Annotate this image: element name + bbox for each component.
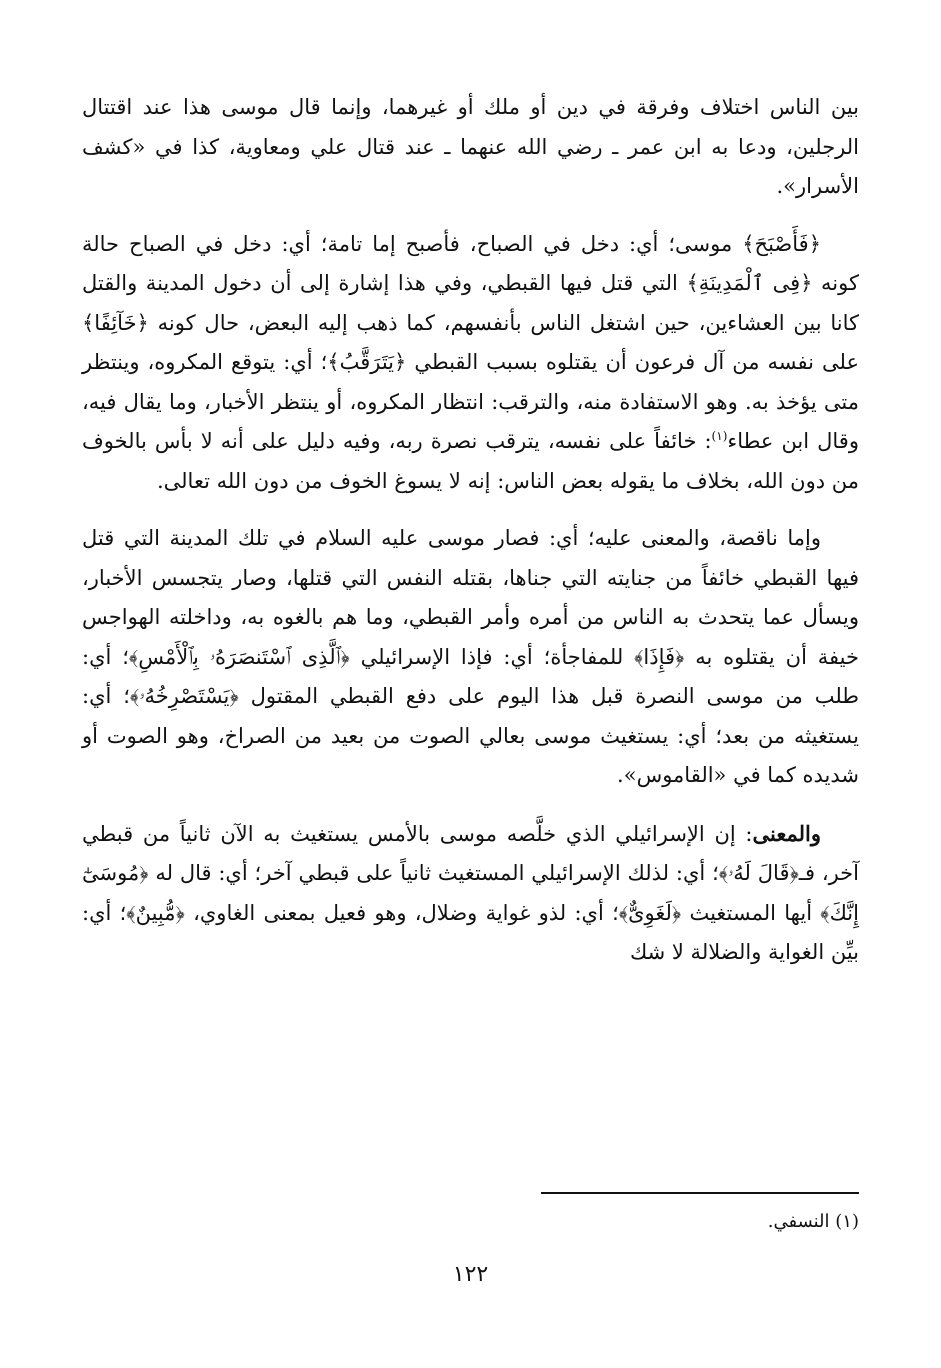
paragraph-text: وإما ناقصة، والمعنى عليه؛ أي: فصار موسى عليه السلام في تلك المدينة التي قتل فيها القبطي خائفاً من جنايته التي جناها، بقتله النفس التي قتلها، وصار يتجسس الأخبار، ويسأل عما يتحدث به الناس من أمره وأمر القبطي، وما هم بالغوه به، وداخلته الهواجس خيفة أن يقتلوه به ﴿فَإِذَا﴾ للمفاجأة؛ أي: فإذا الإسرائيلي ﴿ٱلَّذِى ٱسْتَنصَرَهُۥ بِٱلْأَمْسِ﴾؛ أي: طلب من موسى النصرة قبل هذا اليوم على دفع القبطي المقتول ﴿يَسْتَصْرِخُهُۥ﴾؛ أي: يستغيثه من بعد؛ أي: يستغيث موسى بعالي الصوت من بعيد من الصراخ، وهو الصوت أو شديده كما في «القاموس».	[82, 526, 859, 787]
paragraph	[82, 88, 859, 207]
paragraph-text: ﴿فَأَصْبَحَ﴾ موسى؛ أي: دخل في الصباح، فأصبح إما تامة؛ أي: دخل في الصباح حالة كونه ﴿فِى ٱلْمَدِينَةِ﴾ التي قتل فيها القبطي، وفي هذا إشارة إلى أن دخول المدينة والقتل كانا بين العشاءين، حين اشتغل الناس بأنفسهم، كما ذهب إليه البعض، حال كونه ﴿خَآئِفًا﴾ على نفسه من آل فرعون أن يقتلوه بسبب القبطي ﴿يَتَرَقَّبُ﴾؛ أي: يتوقع المكروه، وينتظر متى يؤخذ به. وهو الاستفادة منه، والترقب: انتظار المكروه، أو ينتظر الأخبار، وما يقال فيه، وقال ابن عطاء	[82, 231, 859, 453]
paragraph	[82, 814, 859, 973]
body-text	[82, 88, 859, 991]
paragraph	[82, 519, 859, 796]
paragraph-text: : خائفاً على نفسه، يترقب نصرة ربه، وفيه دليل على أنه لا بأس بالخوف من دون الله، بخلاف ما يقوله بعض الناس: إنه لا يسوغ الخوف من دون الله تعالى.	[82, 429, 859, 493]
footnote-marker: (١)	[711, 429, 728, 443]
page-number: ١٢٢	[452, 1262, 489, 1287]
footnote: (١) النسفي.	[767, 1211, 859, 1232]
paragraph-text: : إن الإسرائيلي الذي خلَّصه موسى بالأمس يستغيث به الآن ثانياً من قبطي آخر، فـ﴿قَالَ لَهُۥ﴾؛ أي: لذلك الإسرائيلي المستغيث ثانياً على قبطي آخر؛ أي: قال له ﴿مُوسَىٰٓ إِنَّكَ﴾ أيها المستغيث ﴿لَغَوِىٌّ﴾؛ أي: لذو غواية وضلال، وهو فعيل بمعنى الغاوي، ﴿مُّبِينٌ﴾؛ أي: بيِّن الغواية والضلالة لا شك	[82, 821, 859, 964]
footnote-divider	[541, 1192, 859, 1194]
bold-term: والمعنى	[752, 820, 821, 846]
paragraph-text: بين الناس اختلاف وفرقة في دين أو ملك أو غيرهما، وإنما قال موسى هذا عند اقتتال الرجلين، ودعا به ابن عمر ـ رضي الله عنهما ـ عند قتال علي ومعاوية، كذا في «كشف الأسرار».	[82, 95, 860, 198]
paragraph	[82, 225, 859, 502]
